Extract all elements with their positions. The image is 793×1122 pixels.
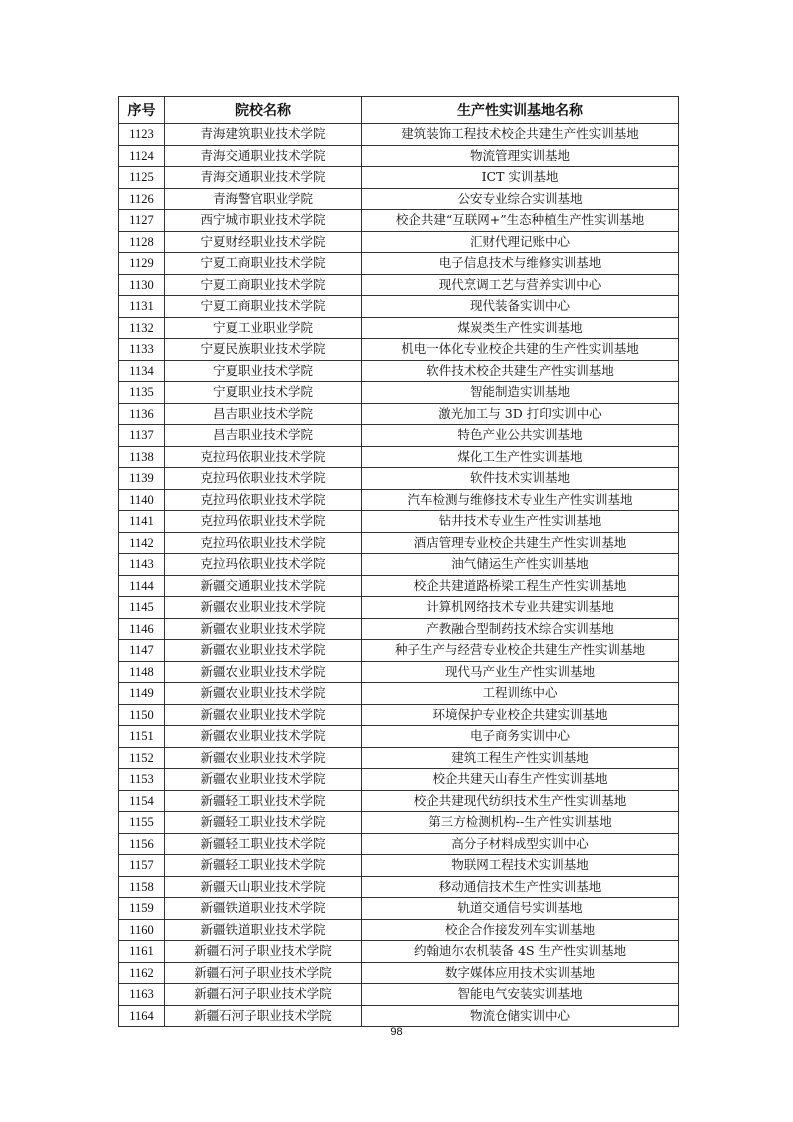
- school-name-cell: 宁夏民族职业技术学院: [165, 339, 362, 361]
- table-row: [119, 597, 679, 619]
- school-name-cell: 宁夏财经职业技术学院: [165, 231, 362, 253]
- serial-number-cell: 1154: [119, 790, 165, 812]
- table-row: [119, 231, 679, 253]
- header-base-name: 生产性实训基地名称: [362, 97, 679, 124]
- base-name-cell: 高分子材料成型实训中心: [362, 833, 679, 855]
- base-name-cell: 移动通信技术生产性实训基地: [362, 876, 679, 898]
- table-row: [119, 855, 679, 877]
- serial-number-cell: 1141: [119, 511, 165, 533]
- base-name-cell: 智能制造实训基地: [362, 382, 679, 404]
- school-name-cell: 昌吉职业技术学院: [165, 425, 362, 447]
- serial-number-cell: 1161: [119, 941, 165, 963]
- base-name-cell: 机电一体化专业校企共建的生产性实训基地: [362, 339, 679, 361]
- table-body: [119, 124, 679, 1027]
- school-name-cell: 宁夏工商职业技术学院: [165, 253, 362, 275]
- base-name-cell: 智能电气安装实训基地: [362, 984, 679, 1006]
- school-name-cell: 新疆轻工职业技术学院: [165, 812, 362, 834]
- base-name-cell: 酒店管理专业校企共建生产性实训基地: [362, 532, 679, 554]
- table-row: [119, 962, 679, 984]
- serial-number-cell: 1130: [119, 274, 165, 296]
- header-school-name: 院校名称: [165, 97, 362, 124]
- table-row: [119, 296, 679, 318]
- serial-number-cell: 1125: [119, 167, 165, 189]
- table-row: [119, 575, 679, 597]
- base-name-cell: 软件技术实训基地: [362, 468, 679, 490]
- serial-number-cell: 1158: [119, 876, 165, 898]
- serial-number-cell: 1123: [119, 124, 165, 146]
- table-row: [119, 1005, 679, 1027]
- base-name-cell: 约翰迪尔农机装备 4S 生产性实训基地: [362, 941, 679, 963]
- base-name-cell: 现代马产业生产性实训基地: [362, 661, 679, 683]
- school-name-cell: 克拉玛依职业技术学院: [165, 511, 362, 533]
- serial-number-cell: 1139: [119, 468, 165, 490]
- table-row: [119, 726, 679, 748]
- table-row: [119, 919, 679, 941]
- page-number: 98: [390, 1026, 403, 1038]
- serial-number-cell: 1147: [119, 640, 165, 662]
- table-row: [119, 468, 679, 490]
- table-row: [119, 511, 679, 533]
- serial-number-cell: 1150: [119, 704, 165, 726]
- serial-number-cell: 1137: [119, 425, 165, 447]
- base-name-cell: 现代装备实训中心: [362, 296, 679, 318]
- serial-number-cell: 1131: [119, 296, 165, 318]
- table-row: [119, 661, 679, 683]
- serial-number-cell: 1159: [119, 898, 165, 920]
- base-name-cell: 电子信息技术与维修实训基地: [362, 253, 679, 275]
- table-row: [119, 403, 679, 425]
- base-name-cell: 计算机网络技术专业共建实训基地: [362, 597, 679, 619]
- serial-number-cell: 1133: [119, 339, 165, 361]
- base-name-cell: 公安专业综合实训基地: [362, 188, 679, 210]
- serial-number-cell: 1160: [119, 919, 165, 941]
- table-row: [119, 790, 679, 812]
- serial-number-cell: 1135: [119, 382, 165, 404]
- table-row: [119, 489, 679, 511]
- school-name-cell: 新疆农业职业技术学院: [165, 747, 362, 769]
- base-name-cell: 建筑装饰工程技术校企共建生产性实训基地: [362, 124, 679, 146]
- base-name-cell: 种子生产与经营专业校企共建生产性实训基地: [362, 640, 679, 662]
- school-name-cell: 新疆农业职业技术学院: [165, 704, 362, 726]
- serial-number-cell: 1146: [119, 618, 165, 640]
- base-name-cell: 工程训练中心: [362, 683, 679, 705]
- school-name-cell: 新疆铁道职业技术学院: [165, 919, 362, 941]
- header-serial-number: 序号: [119, 97, 165, 124]
- table-row: [119, 618, 679, 640]
- base-name-cell: 煤炭类生产性实训基地: [362, 317, 679, 339]
- school-name-cell: 宁夏工商职业技术学院: [165, 274, 362, 296]
- base-name-cell: 特色产业公共实训基地: [362, 425, 679, 447]
- table-row: [119, 941, 679, 963]
- table-row: [119, 167, 679, 189]
- school-name-cell: 克拉玛依职业技术学院: [165, 446, 362, 468]
- serial-number-cell: 1152: [119, 747, 165, 769]
- base-name-cell: 油气储运生产性实训基地: [362, 554, 679, 576]
- serial-number-cell: 1162: [119, 962, 165, 984]
- serial-number-cell: 1157: [119, 855, 165, 877]
- serial-number-cell: 1126: [119, 188, 165, 210]
- school-name-cell: 克拉玛依职业技术学院: [165, 468, 362, 490]
- school-name-cell: 新疆农业职业技术学院: [165, 683, 362, 705]
- school-name-cell: 昌吉职业技术学院: [165, 403, 362, 425]
- base-name-cell: 校企共建现代纺织技术生产性实训基地: [362, 790, 679, 812]
- serial-number-cell: 1129: [119, 253, 165, 275]
- school-name-cell: 新疆轻工职业技术学院: [165, 833, 362, 855]
- table-row: [119, 532, 679, 554]
- base-name-cell: 电子商务实训中心: [362, 726, 679, 748]
- table-row: [119, 554, 679, 576]
- school-name-cell: 宁夏职业技术学院: [165, 360, 362, 382]
- base-name-cell: 物联网工程技术实训基地: [362, 855, 679, 877]
- school-name-cell: 西宁城市职业技术学院: [165, 210, 362, 232]
- serial-number-cell: 1144: [119, 575, 165, 597]
- base-name-cell: 轨道交通信号实训基地: [362, 898, 679, 920]
- serial-number-cell: 1148: [119, 661, 165, 683]
- school-name-cell: 新疆轻工职业技术学院: [165, 855, 362, 877]
- table-row: [119, 382, 679, 404]
- table-row: [119, 446, 679, 468]
- school-name-cell: 克拉玛依职业技术学院: [165, 554, 362, 576]
- base-name-cell: 汽车检测与维修技术专业生产性实训基地: [362, 489, 679, 511]
- table-row: [119, 640, 679, 662]
- serial-number-cell: 1136: [119, 403, 165, 425]
- base-name-cell: 汇财代理记账中心: [362, 231, 679, 253]
- table-row: [119, 274, 679, 296]
- serial-number-cell: 1156: [119, 833, 165, 855]
- table-row: [119, 210, 679, 232]
- serial-number-cell: 1127: [119, 210, 165, 232]
- base-name-cell: 校企合作接发列车实训基地: [362, 919, 679, 941]
- school-name-cell: 新疆农业职业技术学院: [165, 726, 362, 748]
- serial-number-cell: 1138: [119, 446, 165, 468]
- serial-number-cell: 1142: [119, 532, 165, 554]
- table-row: [119, 253, 679, 275]
- serial-number-cell: 1140: [119, 489, 165, 511]
- school-name-cell: 青海交通职业技术学院: [165, 167, 362, 189]
- base-name-cell: 校企共建道路桥梁工程生产性实训基地: [362, 575, 679, 597]
- base-name-cell: 第三方检测机构--生产性实训基地: [362, 812, 679, 834]
- serial-number-cell: 1134: [119, 360, 165, 382]
- school-name-cell: 新疆农业职业技术学院: [165, 640, 362, 662]
- school-name-cell: 新疆石河子职业技术学院: [165, 984, 362, 1006]
- school-name-cell: 青海交通职业技术学院: [165, 145, 362, 167]
- school-name-cell: 新疆石河子职业技术学院: [165, 962, 362, 984]
- table-header-row: [119, 97, 679, 124]
- serial-number-cell: 1151: [119, 726, 165, 748]
- table-row: [119, 898, 679, 920]
- school-name-cell: 新疆交通职业技术学院: [165, 575, 362, 597]
- school-name-cell: 宁夏职业技术学院: [165, 382, 362, 404]
- school-name-cell: 新疆轻工职业技术学院: [165, 790, 362, 812]
- school-name-cell: 新疆石河子职业技术学院: [165, 1005, 362, 1027]
- school-name-cell: 新疆石河子职业技术学院: [165, 941, 362, 963]
- table-row: [119, 984, 679, 1006]
- serial-number-cell: 1143: [119, 554, 165, 576]
- table-row: [119, 683, 679, 705]
- table-row: [119, 317, 679, 339]
- school-name-cell: 青海警官职业学院: [165, 188, 362, 210]
- base-name-cell: 物流管理实训基地: [362, 145, 679, 167]
- serial-number-cell: 1149: [119, 683, 165, 705]
- school-name-cell: 新疆铁道职业技术学院: [165, 898, 362, 920]
- school-name-cell: 克拉玛依职业技术学院: [165, 489, 362, 511]
- table-row: [119, 704, 679, 726]
- base-name-cell: ICT 实训基地: [362, 167, 679, 189]
- base-name-cell: 环境保护专业校企共建实训基地: [362, 704, 679, 726]
- base-name-cell: 物流仓储实训中心: [362, 1005, 679, 1027]
- base-name-cell: 煤化工生产性实训基地: [362, 446, 679, 468]
- training-base-table: [118, 96, 679, 1027]
- school-name-cell: 宁夏工商职业技术学院: [165, 296, 362, 318]
- base-name-cell: 软件技术校企共建生产性实训基地: [362, 360, 679, 382]
- school-name-cell: 新疆农业职业技术学院: [165, 769, 362, 791]
- table-row: [119, 124, 679, 146]
- table-row: [119, 145, 679, 167]
- table-row: [119, 339, 679, 361]
- school-name-cell: 新疆农业职业技术学院: [165, 661, 362, 683]
- base-name-cell: 激光加工与 3D 打印实训中心: [362, 403, 679, 425]
- table-row: [119, 188, 679, 210]
- base-name-cell: 数字媒体应用技术实训基地: [362, 962, 679, 984]
- table-row: [119, 769, 679, 791]
- table-row: [119, 812, 679, 834]
- table-row: [119, 360, 679, 382]
- school-name-cell: 新疆农业职业技术学院: [165, 597, 362, 619]
- school-name-cell: 克拉玛依职业技术学院: [165, 532, 362, 554]
- school-name-cell: 青海建筑职业技术学院: [165, 124, 362, 146]
- serial-number-cell: 1145: [119, 597, 165, 619]
- base-name-cell: 产教融合型制药技术综合实训基地: [362, 618, 679, 640]
- serial-number-cell: 1128: [119, 231, 165, 253]
- base-name-cell: 校企共建“互联网+”生态种植生产性实训基地: [362, 210, 679, 232]
- base-name-cell: 现代烹调工艺与营养实训中心: [362, 274, 679, 296]
- base-name-cell: 校企共建天山春生产性实训基地: [362, 769, 679, 791]
- serial-number-cell: 1164: [119, 1005, 165, 1027]
- table-row: [119, 747, 679, 769]
- table-row: [119, 833, 679, 855]
- school-name-cell: 新疆天山职业技术学院: [165, 876, 362, 898]
- school-name-cell: 新疆农业职业技术学院: [165, 618, 362, 640]
- table-row: [119, 425, 679, 447]
- base-name-cell: 钻井技术专业生产性实训基地: [362, 511, 679, 533]
- base-name-cell: 建筑工程生产性实训基地: [362, 747, 679, 769]
- serial-number-cell: 1124: [119, 145, 165, 167]
- serial-number-cell: 1132: [119, 317, 165, 339]
- table-row: [119, 876, 679, 898]
- serial-number-cell: 1153: [119, 769, 165, 791]
- serial-number-cell: 1163: [119, 984, 165, 1006]
- serial-number-cell: 1155: [119, 812, 165, 834]
- school-name-cell: 宁夏工业职业学院: [165, 317, 362, 339]
